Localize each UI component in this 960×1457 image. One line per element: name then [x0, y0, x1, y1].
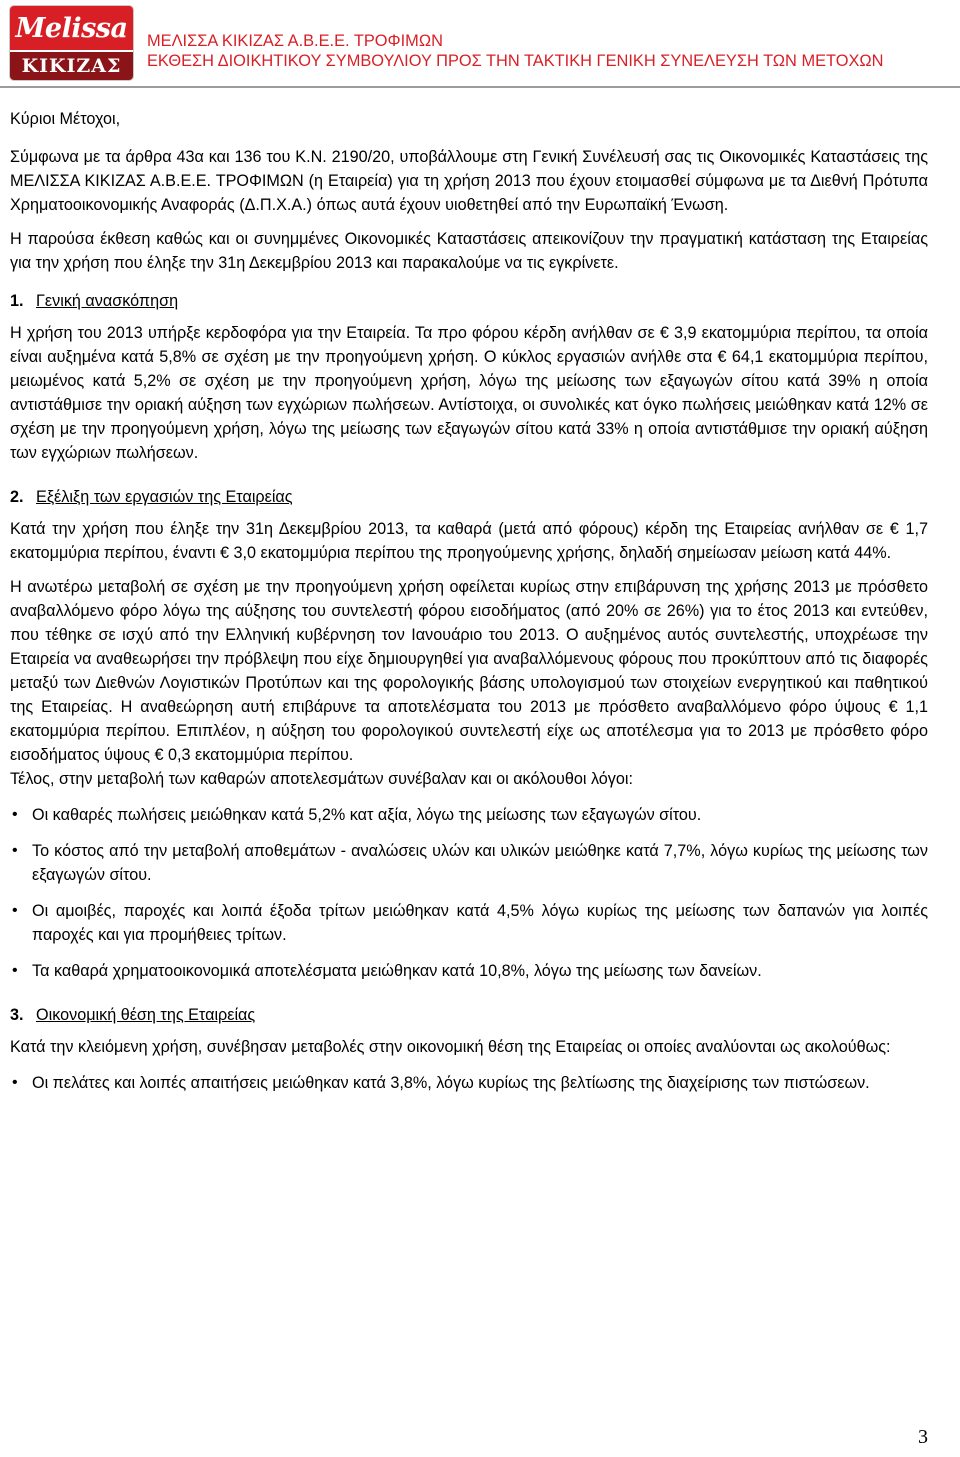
page-number: 3 — [918, 1426, 928, 1448]
page-header — [0, 0, 960, 92]
list-item: • Τα καθαρά χρηματοοικονομικά αποτελέσματα μειώθηκαν κατά 10,8%, λόγω της μείωσης των δανείων. — [10, 959, 928, 983]
section-2-paragraph-1: Κατά την χρήση που έληξε την 31η Δεκεμβρίου 2013, τα καθαρά (μετά από φόρους) κέρδη της Εταιρείας ανήλθαν σε € 1,7 εκατομμύρια περίπου, έναντι € 3,0 εκατομμύρια περίπου της προηγούμενης χρήσης, δηλαδή σημείωσαν μείωση κατά 44%. — [10, 520, 928, 562]
logo-brand: Melissa — [10, 6, 133, 50]
bullet-icon: • — [12, 1074, 18, 1091]
intro-paragraph-1: Σύμφωνα με τα άρθρα 43α και 136 του Κ.Ν. 2190/20, υποβάλλουμε στη Γενική Συνέλευσή σας τις Οικονομικές Καταστάσεις της ΜΕΛΙΣΣΑ ΚΙΚΙΖΑΣ Α.Β.Ε.Ε. ΤΡΟΦΙΜΩΝ (η Εταιρεία) για τη χρήση 2013 που έχουν ετοιμασθεί σύμφωνα με τα Διεθνή Πρότυπα Χρηματοοικονομικής Αναφοράς (Δ.Π.Χ.Α.) όπως αυτά έχουν υιοθετηθεί από την Ευρωπαϊκή Ένωση. — [10, 148, 928, 214]
section-2-paragraph-2: Η ανωτέρω μεταβολή σε σχέση με την προηγούμενη χρήση οφείλεται κυρίως στην επιβάρυνση της χρήσης 2013 με πρόσθετο αναβαλλόμενο φόρο λόγω της αύξησης του συντελεστή φόρου εισοδήματος (από 20% σε 26%) για το έτος 2013 και εντεύθεν, που τέθηκε σε ισχύ από την Ελληνική κυβέρνηση τον Ιανουάριο του 2013. Ο αυξημένος αυτός συντελεστής, υποχρέωσε την Εταιρεία να αναθεωρήσει την πρόβλεψη που είχε δημιουργηθεί για αναβαλλόμενους φόρους που προκύπτουν από τις διαφορές μεταξύ των Διεθνών Λογιστικών Προτύπων και της φορολογικής βάσης υπολογισμού των στοιχείων ενεργητικού και παθητικού της Εταιρείας. Η αναθεώρηση αυτή επιβάρυνε τα αποτελέσματα του 2013 με πρόσθετο αναβαλλόμενο φόρο ύψους € 1,1 εκατομμύρια περίπου. Επιπλέον, η αύξηση του φορολογικού συντελεστή είχε ως αποτέλεσμα για το 2013 με πρόσθετο φόρο εισοδήματος ύψους € 0,3 εκατομμύρια περίπου. — [10, 578, 928, 764]
section-number: 3. — [10, 1006, 24, 1024]
section-number: 1. — [10, 292, 24, 310]
section-3-bullet-list — [10, 1071, 928, 1095]
logo-subbrand: ΚΙΚΙΖΑΣ — [10, 52, 133, 80]
section-3-text: Κατά την κλειόμενη χρήση, συνέβησαν μεταβολές στην οικονομική θέση της Εταιρείας οι οποίες αναλύονται ως ακολούθως: — [10, 1038, 891, 1056]
bullet-icon: • — [12, 902, 18, 919]
greeting: Κύριοι Μέτοχοι, — [10, 110, 121, 128]
bullet-icon: • — [12, 842, 18, 859]
intro-paragraph-2: Η παρούσα έκθεση καθώς και οι συνημμένες Οικονομικές Καταστάσεις απεικονίζουν την πραγματική κατάσταση της Εταιρείας για την χρήση που έληξε την 31η Δεκεμβρίου 2013 και παρακαλούμε να τις εγκρίνετε. — [10, 230, 928, 272]
section-title: Εξέλιξη των εργασιών της Εταιρείας — [36, 488, 293, 506]
report-title: ΕΚΘΕΣΗ ΔΙΟΙΚΗΤΙΚΟΥ ΣΥΜΒΟΥΛΙΟΥ ΠΡΟΣ ΤΗΝ ΤΑΚΤΙΚΗ ΓΕΝΙΚΗ ΣΥΝΕΛΕΥΣΗ ΤΩΝ ΜΕΤΟΧΩΝ — [147, 52, 884, 70]
section-1-heading — [10, 289, 928, 313]
section-number: 2. — [10, 488, 24, 506]
document-body — [10, 107, 928, 1107]
company-logo — [10, 6, 133, 80]
company-name: ΜΕΛΙΣΣΑ ΚΙΚΙΖΑΣ Α.Β.Ε.Ε. ΤΡΟΦΙΜΩΝ — [147, 32, 443, 50]
header-divider — [0, 86, 960, 88]
section-1-text: Η χρήση του 2013 υπήρξε κερδοφόρα για την Εταιρεία. Τα προ φόρου κέρδη ανήλθαν σε € 3,9 εκατομμύρια περίπου, τα οποία είναι αυξημένα κατά 5,8% σε σχέση με την προηγούμενη χρήση. Ο κύκλος εργασιών ανήλθε στα € 64,1 εκατομμύρια περίπου, μειωμένος κατά 5,2% σε σχέση με την προηγούμενη χρήση, λόγω της μείωσης των εξαγωγών σίτου κατά 39% η οποία αντιστάθμισε την οριακή αύξηση των εγχώριων πωλήσεων. Αντίστοιχα, οι συνολικές κατ όγκο πωλήσεις μειώθηκαν κατά 12% σε σχέση με την προηγούμενη χρήση, λόγω της μείωσης των εξαγωγών σίτου κατά 33% η οποία αντιστάθμισε την οριακή αύξηση των εγχώριων πωλήσεων. — [10, 324, 928, 462]
list-item: • Οι καθαρές πωλήσεις μειώθηκαν κατά 5,2% κατ αξία, λόγω της μείωσης των εξαγωγών σίτου. — [10, 803, 928, 827]
section-2-bullet-list — [10, 803, 928, 983]
section-3-heading — [10, 1003, 928, 1027]
bullet-icon: • — [12, 962, 18, 979]
header-text — [147, 31, 884, 71]
section-title: Οικονομική θέση της Εταιρείας — [36, 1006, 256, 1024]
list-item: • Οι αμοιβές, παροχές και λοιπά έξοδα τρίτων μειώθηκαν κατά 4,5% λόγω κυρίως της μείωσης των δαπανών για λοιπές παροχές και για προμήθειες τρίτων. — [10, 899, 928, 947]
list-item: • Οι πελάτες και λοιπές απαιτήσεις μειώθηκαν κατά 3,8%, λόγω κυρίως της βελτίωσης της διαχείρισης των πιστώσεων. — [10, 1071, 928, 1095]
section-2-heading — [10, 485, 928, 509]
section-title: Γενική ανασκόπηση — [36, 292, 179, 310]
section-2-paragraph-3: Τέλος, στην μεταβολή των καθαρών αποτελεσμάτων συνέβαλαν και οι ακόλουθοι λόγοι: — [10, 770, 633, 788]
list-item: • Το κόστος από την μεταβολή αποθεμάτων - αναλώσεις υλών και υλικών μειώθηκε κατά 7,7%, λόγω κυρίως της μείωσης των εξαγωγών σίτου. — [10, 839, 928, 887]
bullet-icon: • — [12, 806, 18, 823]
